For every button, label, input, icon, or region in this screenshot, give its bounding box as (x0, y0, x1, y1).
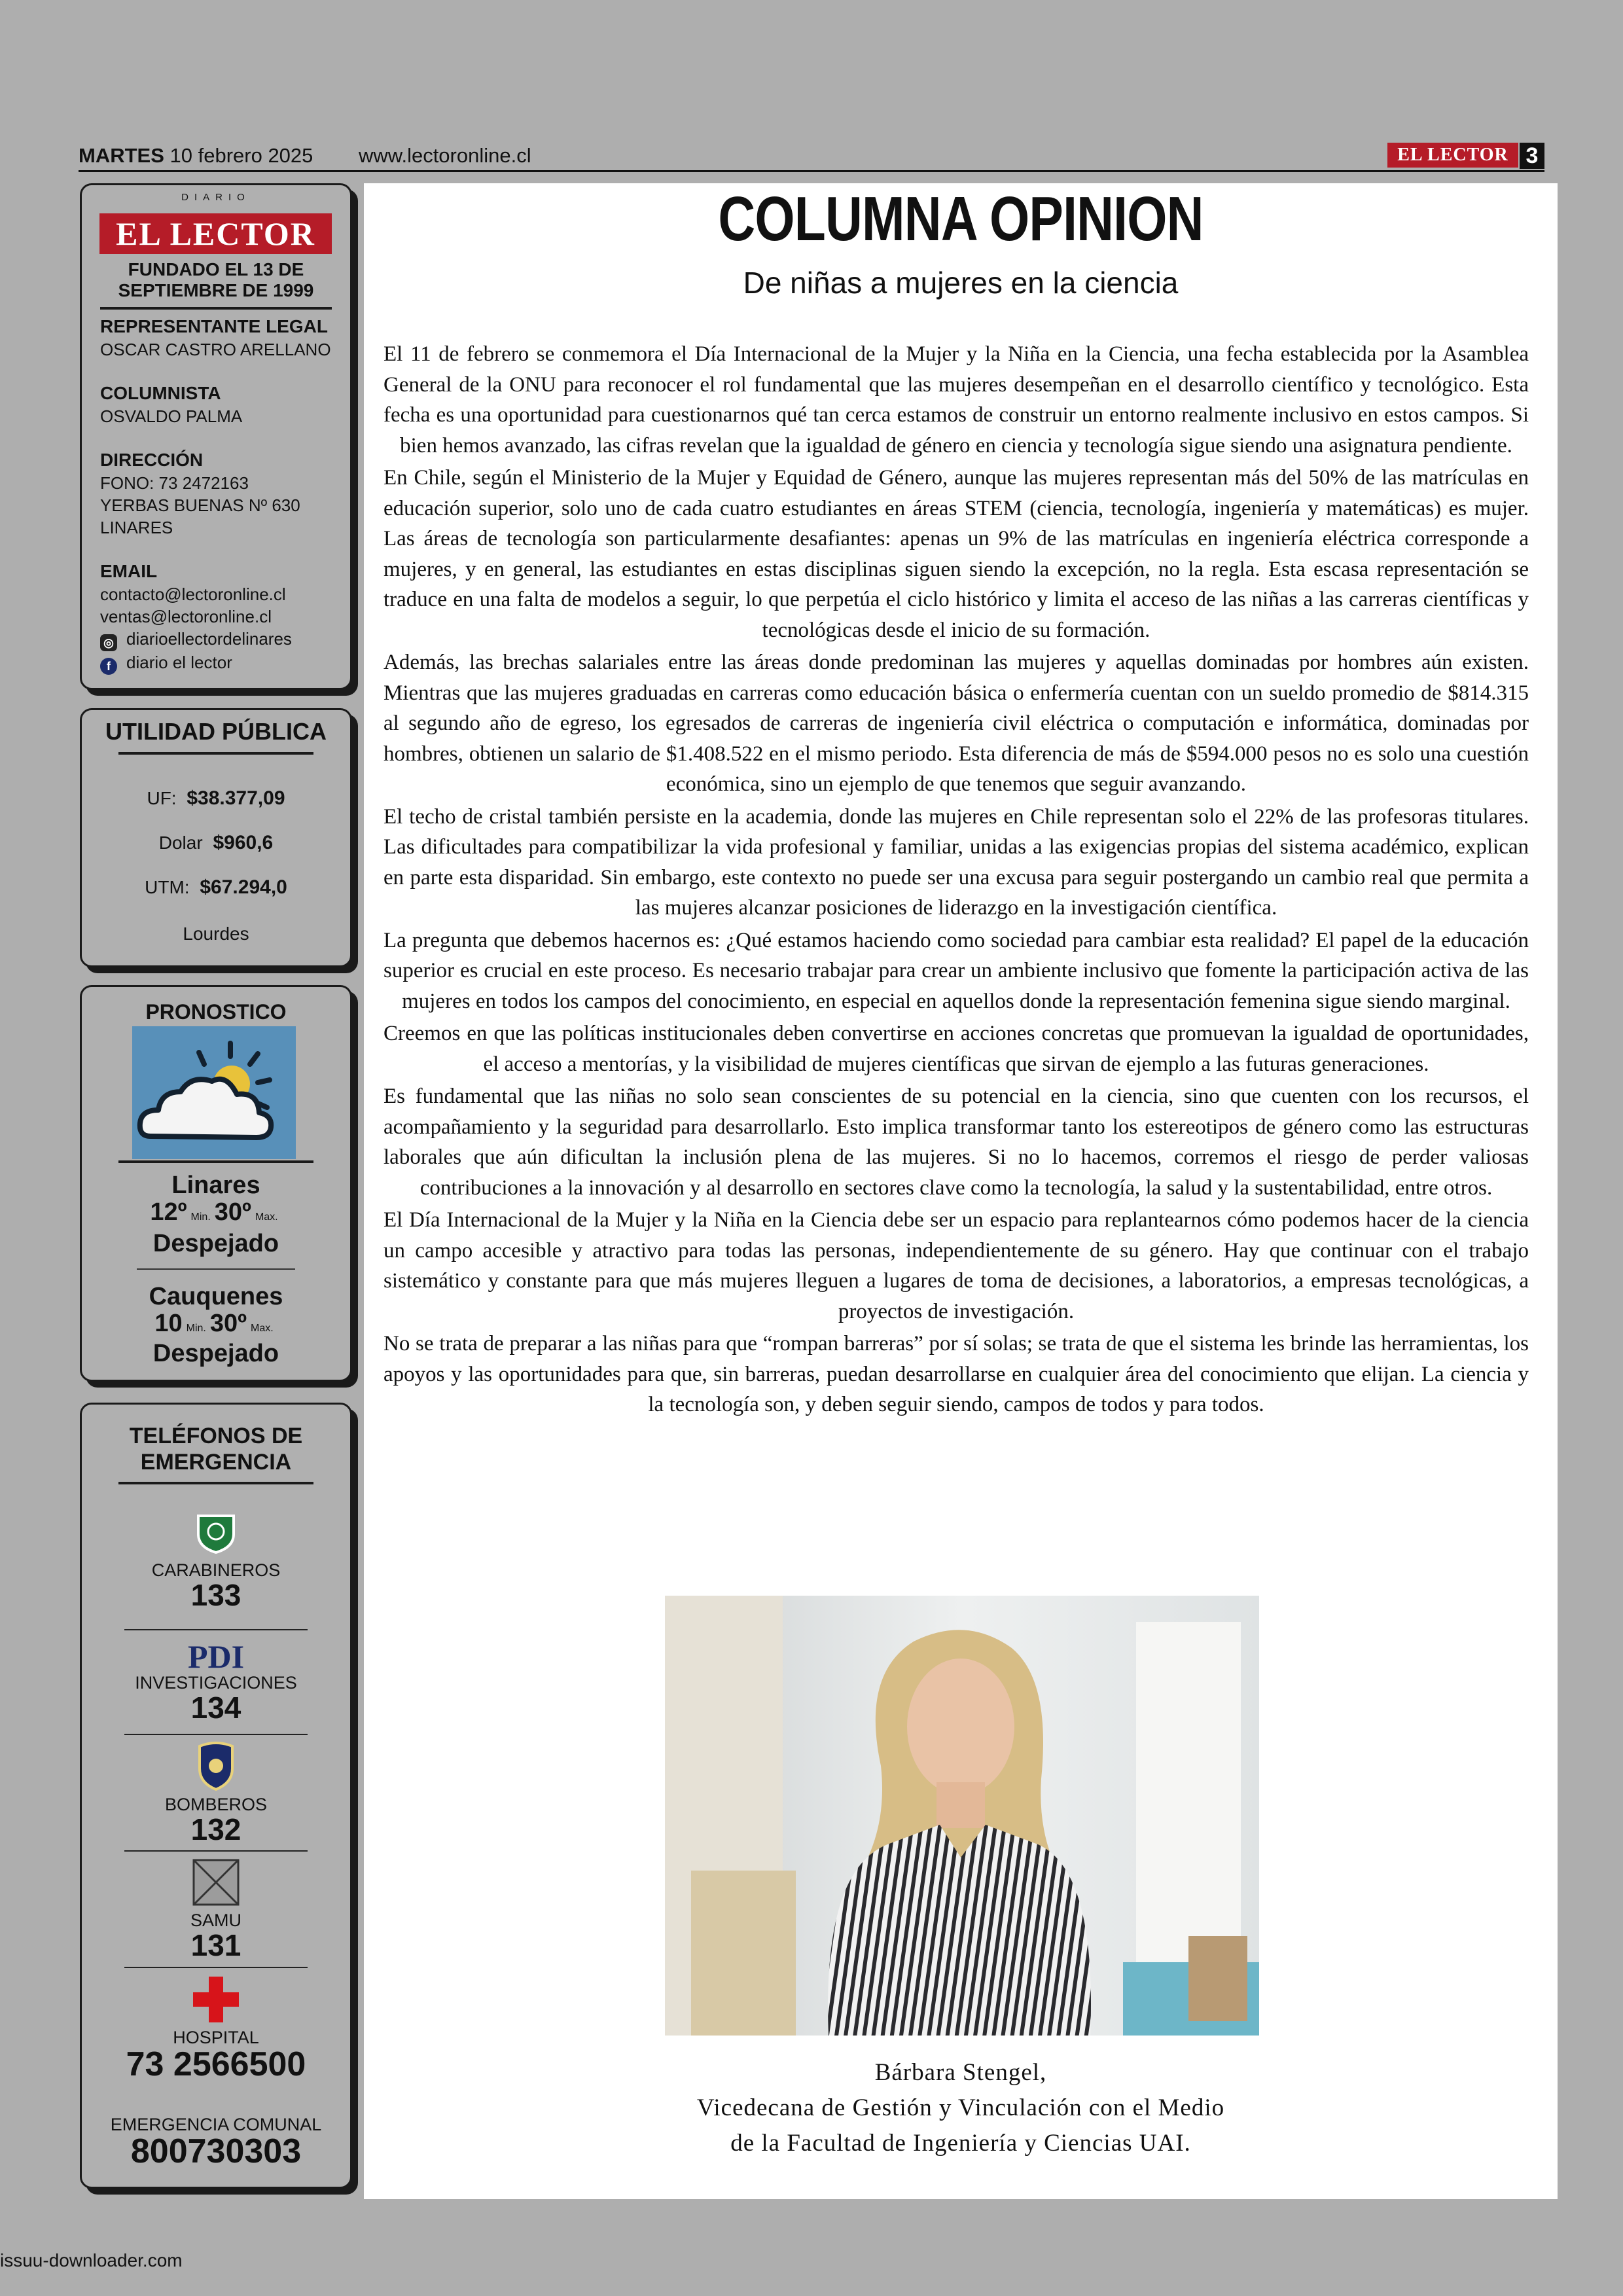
service-number[interactable]: 132 (190, 1812, 241, 1846)
columnist-value: OSVALDO PALMA (100, 406, 243, 426)
service-separator (124, 1850, 308, 1852)
header-logo: EL LECTOR (1387, 143, 1518, 168)
instagram-icon: ◎ (100, 634, 117, 651)
forecast-city-cauquenes: Cauquenes (149, 1283, 283, 1310)
service-number[interactable]: 133 (190, 1578, 241, 1612)
masthead-logo: EL LECTOR (99, 213, 332, 254)
legal-rep-value: OSCAR CASTRO ARELLANO (100, 340, 331, 359)
article-paragraph: El Día Internacional de la Mujer y la Niña en la Ciencia debe ser un espacio para replantearnos cómo podemos hacer de la ciencia un campo accesible y atractivo para todas las personas, independientemente de su género. Hay que continuar con el trabajo sistemático y constante para que más mujeres lleguen a lugares de toma de decisiones, a laboratorios, a empresas tecnológicas, a proyectos de investigación. (383, 1208, 1529, 1323)
carabineros-shield-icon (193, 1512, 239, 1555)
temp-min-label: Min. (190, 1211, 211, 1223)
service-name: HOSPITAL (173, 2028, 259, 2047)
public-utility-box (80, 708, 352, 967)
temp-max: 30º (209, 1310, 247, 1337)
service-hospital (82, 2028, 350, 2081)
address-label: DIRECCIÓN (100, 450, 204, 470)
masthead-box (80, 183, 352, 690)
instagram-link[interactable] (100, 628, 292, 651)
forecast-separator (137, 1268, 295, 1270)
watermark-text: issuu-downloader.com (0, 2250, 183, 2270)
article-paragraph: Además, las brechas salariales entre las áreas donde predominan las mujeres y aquellas dominadas por hombres aún existen. Mientras que las mujeres graduadas en carreras como educación básica o enfermería cuentan con un sueldo promedio de $814.315 al segundo año de egreso, los egresados de carreras de ingeniería civil eléctrica o computación e informática, dominadas por hombres, obtienen un salario de $1.408.522 en el mismo periodo. Esta diferencia de más de $594.000 pesos no es solo una cuestión económica, sino un ejemplo de que tenemos que seguir avanzando. (383, 651, 1529, 796)
address-phone: FONO: 73 2472163 (100, 473, 249, 493)
service-pdi (82, 1640, 350, 1723)
masthead-divider (100, 307, 332, 310)
service-name: BOMBEROS (164, 1795, 268, 1814)
page-header (79, 143, 1544, 172)
service-name: CARABINEROS (151, 1560, 281, 1580)
forecast-city-linares: Linares (171, 1172, 260, 1199)
address-city: LINARES (100, 518, 173, 537)
article-paragraph: La pregunta que debemos hacernos es: ¿Qué estamos haciendo como sociedad para cambiar esta realidad? El papel de la educación superior es crucial en este proceso. Es necesario trabajar para crear un ambiente inclusivo que fomente la participación activa de las mujeres en todos los campos del conocimiento, en especial en aquellos donde la representación femenina sigue siendo marginal. (383, 928, 1529, 1013)
founded-line-1: FUNDADO EL 13 DE (128, 259, 304, 279)
temp-max-label: Max. (255, 1211, 278, 1223)
author-signature (364, 2055, 1558, 2161)
author-photo (665, 1596, 1259, 2036)
service-number[interactable]: 73 2566500 (126, 2045, 306, 2083)
forecast-temps-cauquenes (82, 1310, 350, 1338)
issue-date (79, 144, 313, 168)
uf-row (82, 787, 350, 810)
article-paragraph: El techo de cristal también persiste en la academia, donde las mujeres en Chile representan solo el 22% de las profesoras titulares. Las dificultades para compatibilizar la vida profesional y familiar, unidas a las exigencias propias del sistema académico, explican en parte esta disparidad. Sin embargo, este contexto no puede ser una excusa para seguir postergando un cambio real que permita a las mujeres alcanzar posiciones de liderazgo en la investigación científica. (383, 804, 1529, 920)
temp-min: 12º (150, 1198, 187, 1226)
temp-min-label: Min. (186, 1323, 206, 1334)
issue-day: 10 febrero 2025 (169, 144, 313, 167)
service-name: INVESTIGACIONES (135, 1673, 297, 1693)
partly-cloudy-icon (132, 1026, 296, 1159)
hospital-cross-icon (192, 1975, 240, 2024)
article-paragraph: En Chile, según el Ministerio de la Mujer y Equidad de Género, aunque las mujeres representan más del 50% de las matrículas en educación superior, solo uno de cada cuatro estudiantes en áreas STEM (ciencia, tecnología, ingeniería y matemáticas) es mujer. Las áreas de tecnología son particularmente desafiantes: apenas un 9% de las matrículas en ingeniería eléctrica corresponde a mujeres, y en general, las estudiantes en estas disciplinas siguen siendo la excepción, no la regla. Esta escasa representación se traduce en una falta de modelos a seguir, lo que perpetúa el ciclo histórico y limita el acceso de las niñas a las carreras científicas y tecnológicas desde el inicio de su formación. (383, 466, 1529, 642)
article-body (383, 339, 1529, 1422)
founded-line-2: SEPTIEMBRE DE 1999 (118, 280, 314, 300)
email-label: EMAIL (100, 561, 158, 581)
utm-label: UTM: (145, 877, 190, 897)
forecast-title: PRONOSTICO (145, 1000, 287, 1024)
service-bomberos (82, 1795, 350, 1844)
service-number[interactable]: 134 (190, 1691, 241, 1725)
forecast-condition-linares: Despejado (152, 1230, 279, 1257)
section-title: COLUMNA OPINION (718, 184, 1204, 254)
legal-rep-label: REPRESENTANTE LEGAL (100, 316, 328, 336)
issue-weekday: MARTES (79, 144, 164, 167)
dolar-row (82, 832, 350, 854)
emergency-phones-box (80, 1403, 352, 2189)
article-paragraph: El 11 de febrero se conmemora el Día Internacional de la Mujer y la Niña en la Ciencia, una fecha establecida por la Asamblea General de la ONU para reconocer el rol fundamental que las mujeres desempeñan en el desarrollo científico y tecnológico. Esta fecha es una oportunidad para cuestionarnos qué tan cerca estamos de construir un entorno realmente inclusivo en estos campos. Si bien hemos avanzado, las cifras revelan que la igualdad de género en ciencia y tecnología sigue siendo una asignatura pendiente. (383, 342, 1529, 457)
columnist-label: COLUMNISTA (100, 383, 221, 403)
dolar-value: $960,6 (213, 832, 274, 853)
page-number: 3 (1520, 143, 1544, 169)
emergency-title-line-2: EMERGENCIA (140, 1450, 292, 1475)
forecast-temps-linares (82, 1198, 350, 1227)
article-paragraph: Creemos en que las políticas institucionales deben convertirse en acciones concretas que promuevan la igualdad de oportunidades, el acceso a mentorías, y la visibilidad de mujeres científicas que sirvan de ejemplo a las futuras generaciones. (383, 1022, 1529, 1076)
utility-divider (118, 752, 313, 755)
author-name: Bárbara Stengel, (874, 2059, 1047, 2086)
service-emergencia-comunal (82, 2115, 350, 2168)
service-samu (82, 1910, 350, 1960)
email-sales[interactable]: ventas@lectoronline.cl (100, 607, 272, 626)
email-contact[interactable]: contacto@lectoronline.cl (100, 584, 286, 604)
instagram-handle: diarioellectordelinares (126, 629, 292, 649)
facebook-icon: f (100, 658, 117, 675)
temp-min: 10 (154, 1310, 183, 1337)
service-separator (124, 1967, 308, 1968)
address-street: YERBAS BUENAS Nº 630 (100, 495, 300, 515)
temp-max-label: Max. (251, 1323, 274, 1334)
founded-text (82, 259, 350, 301)
uf-value: $38.377,09 (187, 787, 285, 809)
author-role-line-1: Vicedecana de Gestión y Vinculación con el Medio (696, 2094, 1225, 2121)
address-block (100, 472, 300, 539)
facebook-handle: diario el lector (126, 653, 232, 672)
facebook-link[interactable] (100, 651, 292, 675)
utility-title: UTILIDAD PÚBLICA (105, 718, 327, 745)
service-separator (124, 1629, 308, 1630)
pdi-logo-icon: PDI (187, 1638, 245, 1675)
forecast-divider (118, 1160, 313, 1163)
utm-value: $67.294,0 (200, 876, 287, 898)
article-title: De niñas a mujeres en la ciencia (743, 266, 1179, 300)
service-carabineros (82, 1560, 350, 1610)
website-link[interactable]: www.lectoronline.cl (359, 144, 531, 167)
service-name: SAMU (190, 1910, 241, 1930)
service-number[interactable]: 800730303 (130, 2132, 302, 2170)
social-links (100, 628, 292, 675)
service-separator (124, 1734, 308, 1735)
saint-of-day: Lourdes (183, 924, 249, 944)
temp-max: 30º (214, 1198, 251, 1226)
emergency-title-line-1: TELÉFONOS DE (129, 1424, 303, 1448)
dolar-label: Dolar (158, 833, 203, 853)
author-role-line-2: de la Facultad de Ingeniería y Ciencias UAI. (730, 2130, 1191, 2157)
uf-label: UF: (147, 788, 177, 808)
article-paragraph: Es fundamental que las niñas no solo sean conscientes de su potencial en la ciencia, sino que cuenten con los recursos, el acompañamiento y la seguridad para desarrollarlo. Esto implica transformar tanto los estereotipos de género como las estructuras laborales que aún dificultan la inclusión plena de las mujeres. Si no lo hacemos, corremos el riesgo de perder valiosas contribuciones a la innovación y al desarrollo en sectores clave como la tecnología, la salud y la sustentabilidad, entre otros. (383, 1085, 1529, 1200)
forecast-box (80, 985, 352, 1382)
service-name: EMERGENCIA COMUNAL (110, 2115, 322, 2134)
samu-image-placeholder-icon (192, 1859, 240, 1906)
emergency-title (82, 1423, 350, 1475)
forecast-condition-cauquenes: Despejado (152, 1340, 279, 1367)
masthead-diario: DIARIO (181, 192, 251, 203)
utm-row (82, 876, 350, 899)
email-block (100, 583, 286, 628)
article-panel (364, 183, 1558, 2199)
article-paragraph: No se trata de preparar a las niñas para que “rompan barreras” por sí solas; se trata de que el sistema les brinde las herramientas, los apoyos y las oportunidades para que, sin barreras, puedan desarrollarse en cualquier área del conocimiento que elijan. La ciencia y la tecnología son, y deben seguir siendo, campos de todos y para todos. (383, 1332, 1529, 1416)
emergency-divider (118, 1482, 313, 1484)
bomberos-badge-icon (194, 1740, 238, 1791)
service-number[interactable]: 131 (190, 1928, 241, 1962)
